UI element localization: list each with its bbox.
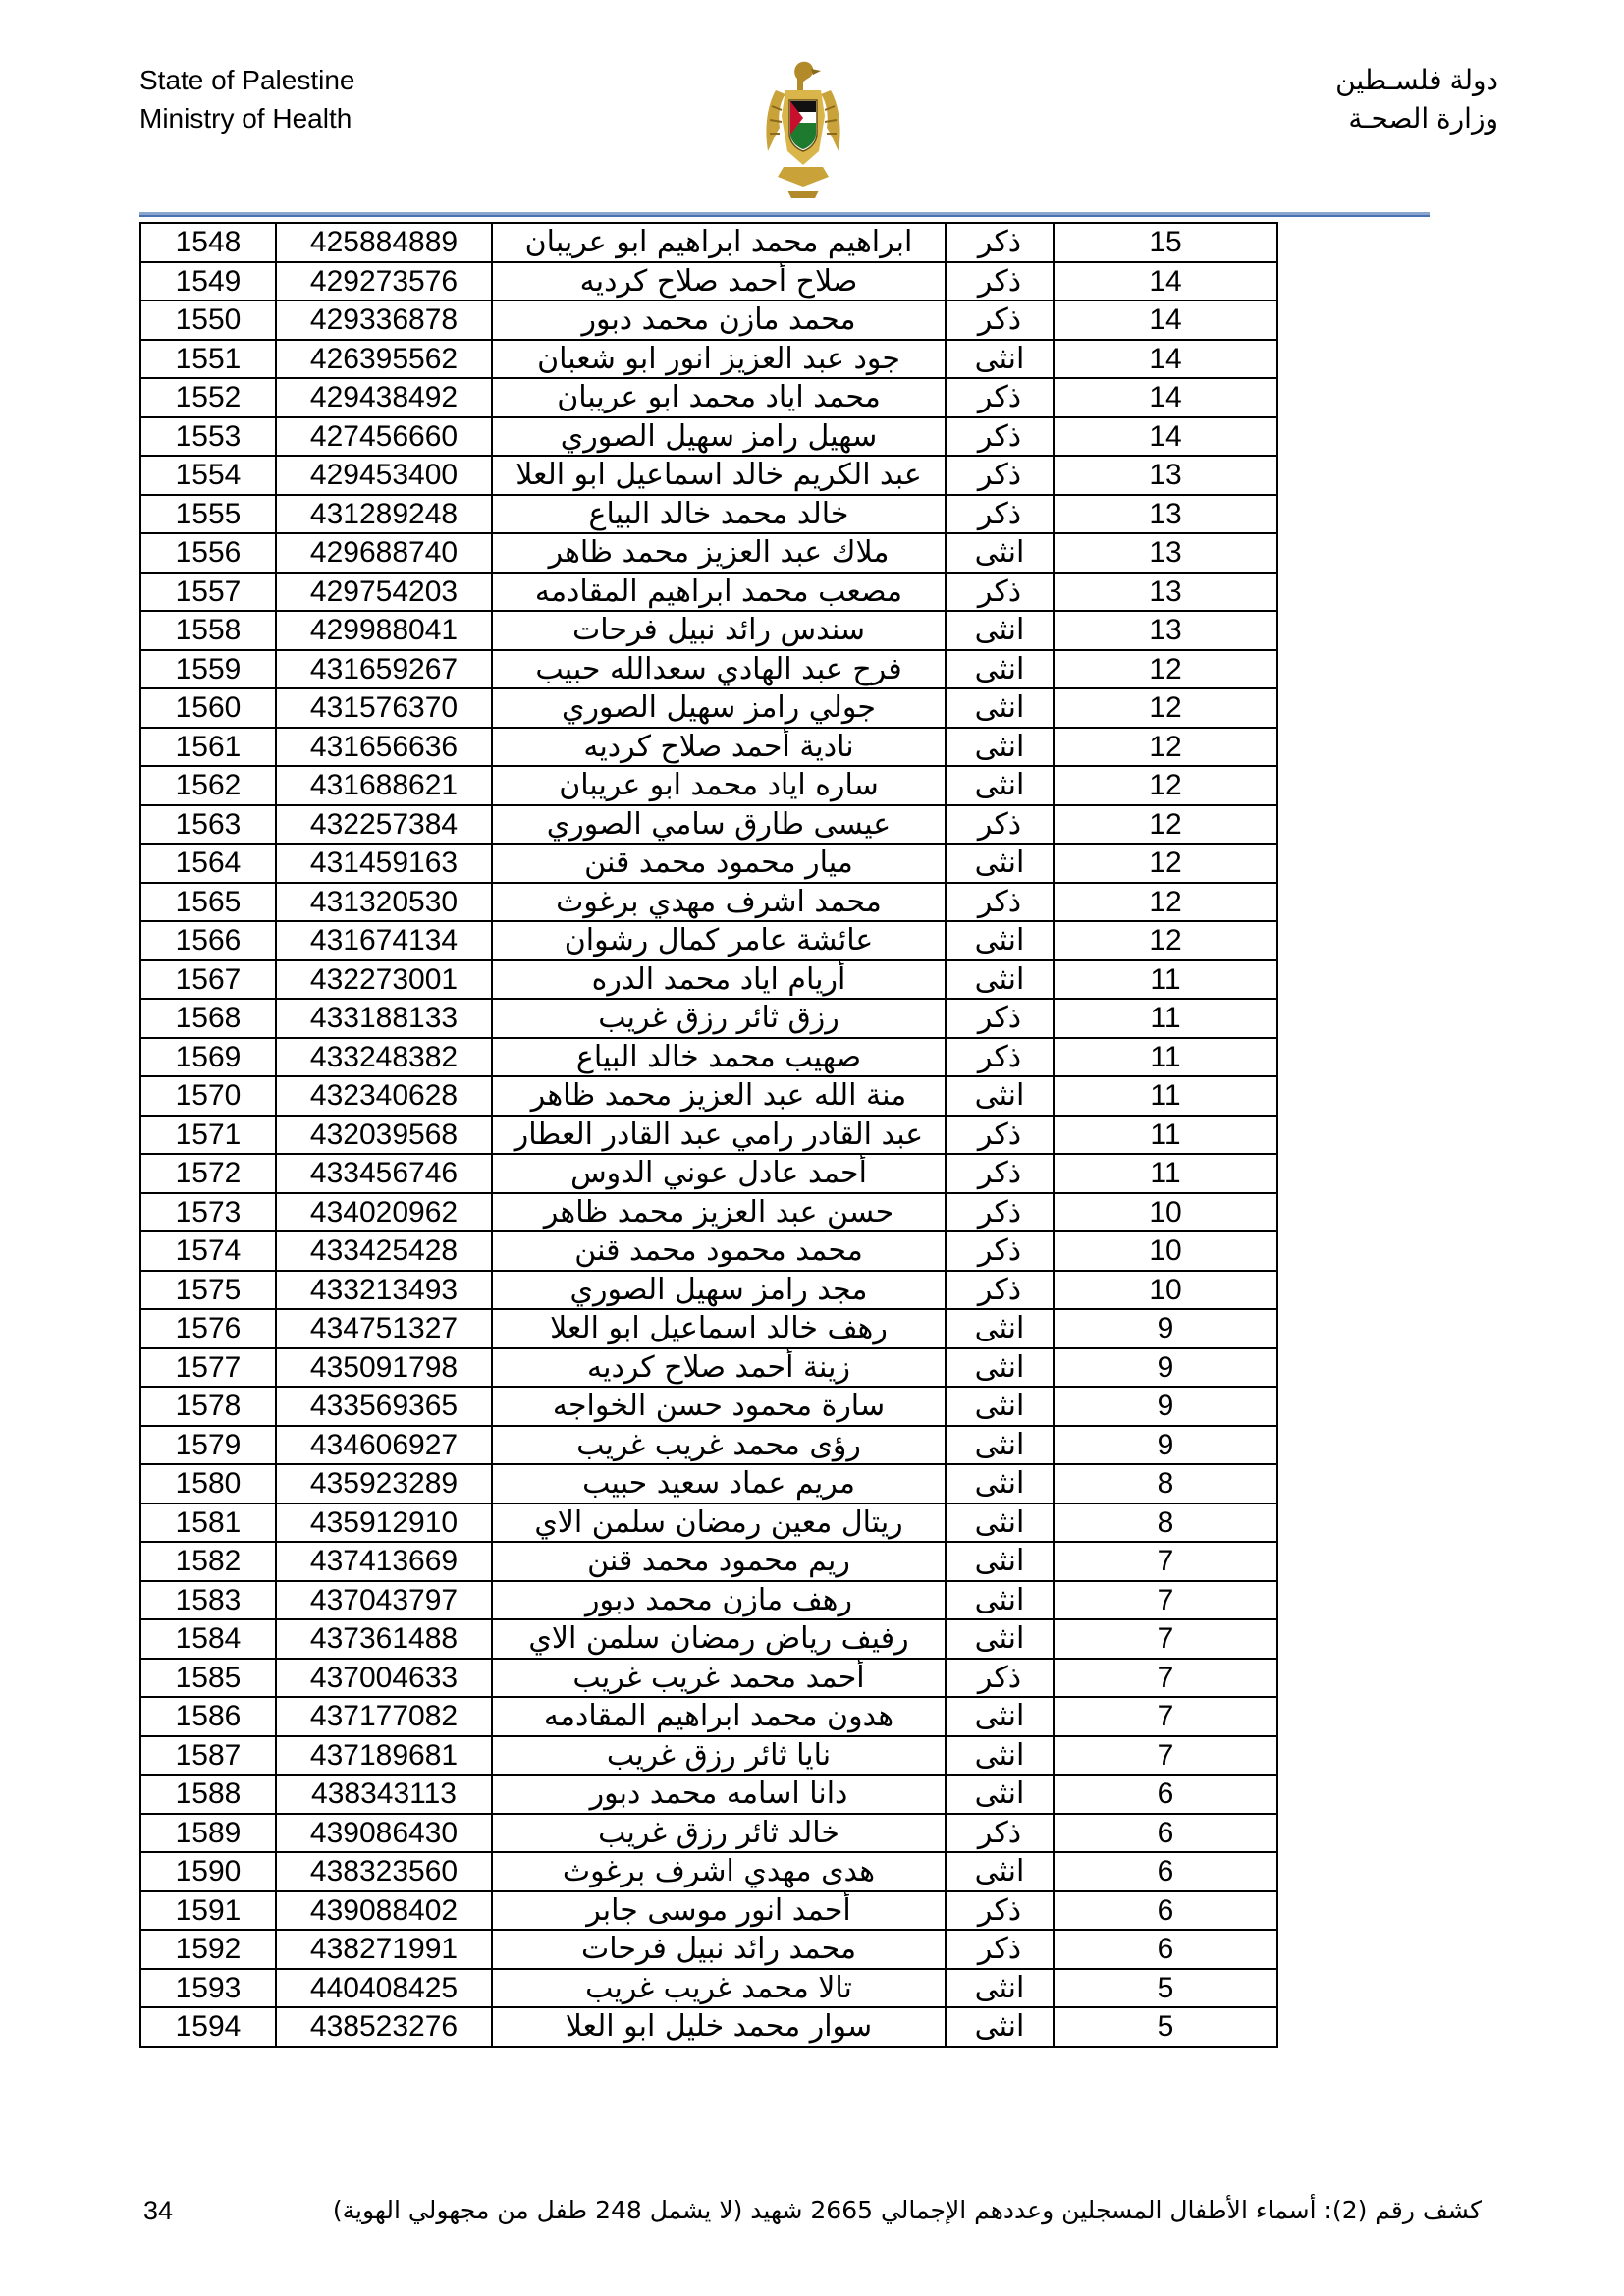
table-row — [140, 573, 1277, 612]
row-number-cell: 1548 — [140, 223, 276, 262]
id-number-cell: 433425428 — [276, 1231, 492, 1271]
child-name-cell: ميار محمود محمد قنن — [492, 844, 946, 883]
age-cell: 14 — [1054, 262, 1277, 301]
id-number-cell: 437361488 — [276, 1619, 492, 1659]
row-number-cell: 1592 — [140, 1930, 276, 1969]
age-cell: 7 — [1054, 1619, 1277, 1659]
age-cell: 6 — [1054, 1814, 1277, 1853]
gender-cell: انثى — [946, 1348, 1054, 1388]
row-number-cell: 1552 — [140, 378, 276, 417]
children-list-table — [139, 222, 1278, 2048]
child-name-cell: سندس رائد نبيل فرحات — [492, 611, 946, 650]
gender-cell: ذكر — [946, 999, 1054, 1038]
row-number-cell: 1555 — [140, 495, 276, 534]
row-number-cell: 1577 — [140, 1348, 276, 1388]
gender-cell: انثى — [946, 844, 1054, 883]
table-row — [140, 1581, 1277, 1620]
gender-cell: انثى — [946, 1969, 1054, 2008]
age-cell: 5 — [1054, 1969, 1277, 2008]
child-name-cell: صهيب محمد خالد البياع — [492, 1038, 946, 1077]
gender-cell: انثى — [946, 766, 1054, 805]
table-row — [140, 378, 1277, 417]
row-number-cell: 1574 — [140, 1231, 276, 1271]
age-cell: 12 — [1054, 805, 1277, 845]
row-number-cell: 1556 — [140, 533, 276, 573]
age-cell: 12 — [1054, 921, 1277, 960]
child-name-cell: محمد اياد محمد ابو عريبان — [492, 378, 946, 417]
age-cell: 14 — [1054, 417, 1277, 457]
age-cell: 12 — [1054, 650, 1277, 689]
id-number-cell: 434606927 — [276, 1426, 492, 1465]
child-name-cell: ملاك عبد العزيز محمد ظاهر — [492, 533, 946, 573]
id-number-cell: 435923289 — [276, 1464, 492, 1503]
age-cell: 6 — [1054, 1775, 1277, 1814]
row-number-cell: 1594 — [140, 2007, 276, 2047]
table-row — [140, 417, 1277, 457]
gender-cell: انثى — [946, 1426, 1054, 1465]
gender-cell: انثى — [946, 1852, 1054, 1891]
row-number-cell: 1571 — [140, 1116, 276, 1155]
gender-cell: ذكر — [946, 495, 1054, 534]
id-number-cell: 437043797 — [276, 1581, 492, 1620]
gender-cell: انثى — [946, 340, 1054, 379]
row-number-cell: 1590 — [140, 1852, 276, 1891]
row-number-cell: 1586 — [140, 1697, 276, 1736]
row-number-cell: 1591 — [140, 1891, 276, 1931]
age-cell: 11 — [1054, 999, 1277, 1038]
age-cell: 12 — [1054, 766, 1277, 805]
age-cell: 12 — [1054, 688, 1277, 728]
table-row — [140, 1503, 1277, 1543]
gender-cell: انثى — [946, 1775, 1054, 1814]
row-number-cell: 1563 — [140, 805, 276, 845]
gender-cell: ذكر — [946, 1154, 1054, 1193]
row-number-cell: 1573 — [140, 1193, 276, 1232]
row-number-cell: 1585 — [140, 1659, 276, 1698]
row-number-cell: 1581 — [140, 1503, 276, 1543]
child-name-cell: محمد رائد نبيل فرحات — [492, 1930, 946, 1969]
row-number-cell: 1550 — [140, 301, 276, 340]
row-number-cell: 1570 — [140, 1076, 276, 1116]
id-number-cell: 429453400 — [276, 456, 492, 495]
gender-cell: ذكر — [946, 1231, 1054, 1271]
child-name-cell: مجد رامز سهيل الصوري — [492, 1271, 946, 1310]
id-number-cell: 429438492 — [276, 378, 492, 417]
table-row — [140, 766, 1277, 805]
child-name-cell: خالد ثائر رزق غريب — [492, 1814, 946, 1853]
child-name-cell: منة الله عبد العزيز محمد ظاهر — [492, 1076, 946, 1116]
table-row — [140, 1038, 1277, 1077]
ministry-name-ar: وزارة الصحـة — [1348, 103, 1498, 134]
child-name-cell: رفيف رياض رمضان سلمن الاي — [492, 1619, 946, 1659]
row-number-cell: 1562 — [140, 766, 276, 805]
child-name-cell: ريم محمود محمد قنن — [492, 1542, 946, 1581]
table-row — [140, 999, 1277, 1038]
gender-cell: ذكر — [946, 223, 1054, 262]
row-number-cell: 1579 — [140, 1426, 276, 1465]
gender-cell: ذكر — [946, 883, 1054, 922]
gender-cell: انثى — [946, 1736, 1054, 1776]
age-cell: 11 — [1054, 960, 1277, 1000]
id-number-cell: 433456746 — [276, 1154, 492, 1193]
child-name-cell: حسن عبد العزيز محمد ظاهر — [492, 1193, 946, 1232]
age-cell: 11 — [1054, 1038, 1277, 1077]
country-name-en: State of Palestine — [139, 65, 355, 95]
gender-cell: ذكر — [946, 378, 1054, 417]
table-row — [140, 728, 1277, 767]
child-name-cell: نايا ثائر رزق غريب — [492, 1736, 946, 1776]
child-name-cell: رزق ثائر رزق غريب — [492, 999, 946, 1038]
header-left — [139, 61, 354, 137]
gender-cell: ذكر — [946, 1659, 1054, 1698]
gender-cell: انثى — [946, 1503, 1054, 1543]
age-cell: 7 — [1054, 1542, 1277, 1581]
row-number-cell: 1583 — [140, 1581, 276, 1620]
table-row — [140, 1426, 1277, 1465]
age-cell: 8 — [1054, 1464, 1277, 1503]
id-number-cell: 433188133 — [276, 999, 492, 1038]
row-number-cell: 1576 — [140, 1309, 276, 1348]
age-cell: 12 — [1054, 883, 1277, 922]
child-name-cell: سارة محمود حسن الخواجه — [492, 1387, 946, 1426]
gender-cell: ذكر — [946, 1116, 1054, 1155]
table-row — [140, 2007, 1277, 2047]
child-name-cell: أحمد انور موسى جابر — [492, 1891, 946, 1931]
child-name-cell: أحمد محمد غريب غريب — [492, 1659, 946, 1698]
child-name-cell: تالا محمد غريب غريب — [492, 1969, 946, 2008]
age-cell: 11 — [1054, 1154, 1277, 1193]
child-name-cell: ساره اياد محمد ابو عريبان — [492, 766, 946, 805]
table-row — [140, 1154, 1277, 1193]
gender-cell: انثى — [946, 728, 1054, 767]
age-cell: 9 — [1054, 1426, 1277, 1465]
table-row — [140, 456, 1277, 495]
id-number-cell: 437177082 — [276, 1697, 492, 1736]
id-number-cell: 434020962 — [276, 1193, 492, 1232]
gender-cell: انثى — [946, 1464, 1054, 1503]
row-number-cell: 1560 — [140, 688, 276, 728]
id-number-cell: 432039568 — [276, 1116, 492, 1155]
age-cell: 9 — [1054, 1387, 1277, 1426]
id-number-cell: 438271991 — [276, 1930, 492, 1969]
header-right — [1335, 61, 1498, 137]
age-cell: 10 — [1054, 1271, 1277, 1310]
table-row — [140, 1775, 1277, 1814]
ministry-name-en: Ministry of Health — [139, 103, 352, 134]
age-cell: 10 — [1054, 1193, 1277, 1232]
age-cell: 11 — [1054, 1116, 1277, 1155]
row-number-cell: 1559 — [140, 650, 276, 689]
table-row — [140, 533, 1277, 573]
row-number-cell: 1575 — [140, 1271, 276, 1310]
gender-cell: انثى — [946, 533, 1054, 573]
age-cell: 6 — [1054, 1852, 1277, 1891]
table-row — [140, 1619, 1277, 1659]
id-number-cell: 431289248 — [276, 495, 492, 534]
child-name-cell: رهف مازن محمد دبور — [492, 1581, 946, 1620]
table-row — [140, 611, 1277, 650]
child-name-cell: مصعب محمد ابراهيم المقادمه — [492, 573, 946, 612]
child-name-cell: محمد مازن محمد دبور — [492, 301, 946, 340]
age-cell: 9 — [1054, 1309, 1277, 1348]
row-number-cell: 1566 — [140, 921, 276, 960]
table-row — [140, 1309, 1277, 1348]
gender-cell: انثى — [946, 1542, 1054, 1581]
gender-cell: ذكر — [946, 805, 1054, 845]
row-number-cell: 1587 — [140, 1736, 276, 1776]
row-number-cell: 1554 — [140, 456, 276, 495]
gender-cell: ذكر — [946, 1891, 1054, 1931]
table-row — [140, 1116, 1277, 1155]
age-cell: 13 — [1054, 533, 1277, 573]
child-name-cell: محمد اشرف مهدي برغوث — [492, 883, 946, 922]
gender-cell: انثى — [946, 650, 1054, 689]
id-number-cell: 437004633 — [276, 1659, 492, 1698]
gender-cell: انثى — [946, 1076, 1054, 1116]
age-cell: 9 — [1054, 1348, 1277, 1388]
id-number-cell: 438523276 — [276, 2007, 492, 2047]
row-number-cell: 1568 — [140, 999, 276, 1038]
table-row — [140, 1076, 1277, 1116]
table-row — [140, 1891, 1277, 1931]
age-cell: 15 — [1054, 223, 1277, 262]
age-cell: 7 — [1054, 1581, 1277, 1620]
child-name-cell: عائشة عامر كمال رشوان — [492, 921, 946, 960]
row-number-cell: 1588 — [140, 1775, 276, 1814]
id-number-cell: 435912910 — [276, 1503, 492, 1543]
gender-cell: ذكر — [946, 1930, 1054, 1969]
id-number-cell: 440408425 — [276, 1969, 492, 2008]
table-row — [140, 1231, 1277, 1271]
id-number-cell: 431674134 — [276, 921, 492, 960]
gender-cell: انثى — [946, 688, 1054, 728]
age-cell: 13 — [1054, 456, 1277, 495]
gender-cell: انثى — [946, 1387, 1054, 1426]
table-row — [140, 1542, 1277, 1581]
age-cell: 10 — [1054, 1231, 1277, 1271]
gender-cell: ذكر — [946, 573, 1054, 612]
row-number-cell: 1578 — [140, 1387, 276, 1426]
table-row — [140, 223, 1277, 262]
row-number-cell: 1572 — [140, 1154, 276, 1193]
gender-cell: انثى — [946, 921, 1054, 960]
age-cell: 13 — [1054, 611, 1277, 650]
child-name-cell: جولي رامز سهيل الصوري — [492, 688, 946, 728]
id-number-cell: 433213493 — [276, 1271, 492, 1310]
child-name-cell: سهيل رامز سهيل الصوري — [492, 417, 946, 457]
child-name-cell: نادية أحمد صلاح كرديه — [492, 728, 946, 767]
child-name-cell: زينة أحمد صلاح كرديه — [492, 1348, 946, 1388]
country-name-ar: دولة فلسـطين — [1335, 65, 1498, 95]
id-number-cell: 432257384 — [276, 805, 492, 845]
child-name-cell: جود عبد العزيز انور ابو شعبان — [492, 340, 946, 379]
gender-cell: ذكر — [946, 456, 1054, 495]
child-name-cell: عبد الكريم خالد اسماعيل ابو العلا — [492, 456, 946, 495]
row-number-cell: 1565 — [140, 883, 276, 922]
header-divider-line — [139, 215, 1430, 217]
age-cell: 8 — [1054, 1503, 1277, 1543]
age-cell: 7 — [1054, 1697, 1277, 1736]
table-row — [140, 495, 1277, 534]
table-row — [140, 688, 1277, 728]
row-number-cell: 1580 — [140, 1464, 276, 1503]
table-row — [140, 301, 1277, 340]
id-number-cell: 431659267 — [276, 650, 492, 689]
gender-cell: ذكر — [946, 417, 1054, 457]
gender-cell: انثى — [946, 1309, 1054, 1348]
child-name-cell: عبد القادر رامي عبد القادر العطار — [492, 1116, 946, 1155]
child-name-cell: ريتال معين رمضان سلمن الاي — [492, 1503, 946, 1543]
age-cell: 14 — [1054, 340, 1277, 379]
table-row — [140, 1193, 1277, 1232]
age-cell: 7 — [1054, 1659, 1277, 1698]
gender-cell: انثى — [946, 960, 1054, 1000]
age-cell: 14 — [1054, 301, 1277, 340]
table-row — [140, 1697, 1277, 1736]
row-number-cell: 1569 — [140, 1038, 276, 1077]
id-number-cell: 431688621 — [276, 766, 492, 805]
row-number-cell: 1561 — [140, 728, 276, 767]
row-number-cell: 1582 — [140, 1542, 276, 1581]
id-number-cell: 437189681 — [276, 1736, 492, 1776]
gender-cell: انثى — [946, 2007, 1054, 2047]
child-name-cell: أريام اياد محمد الدره — [492, 960, 946, 1000]
gender-cell: ذكر — [946, 1814, 1054, 1853]
child-name-cell: أحمد عادل عوني الدوس — [492, 1154, 946, 1193]
age-cell: 13 — [1054, 573, 1277, 612]
gender-cell: ذكر — [946, 1193, 1054, 1232]
row-number-cell: 1551 — [140, 340, 276, 379]
child-name-cell: صلاح أحمد صلاح كرديه — [492, 262, 946, 301]
table-row — [140, 805, 1277, 845]
row-number-cell: 1593 — [140, 1969, 276, 2008]
age-cell: 5 — [1054, 2007, 1277, 2047]
gender-cell: انثى — [946, 1619, 1054, 1659]
table-row — [140, 1930, 1277, 1969]
child-name-cell: عيسى طارق سامي الصوري — [492, 805, 946, 845]
gender-cell: ذكر — [946, 262, 1054, 301]
table-row — [140, 960, 1277, 1000]
id-number-cell: 425884889 — [276, 223, 492, 262]
child-name-cell: محمد محمود محمد قنن — [492, 1231, 946, 1271]
id-number-cell: 432340628 — [276, 1076, 492, 1116]
gender-cell: ذكر — [946, 1271, 1054, 1310]
id-number-cell: 439086430 — [276, 1814, 492, 1853]
table-row — [140, 1387, 1277, 1426]
row-number-cell: 1584 — [140, 1619, 276, 1659]
id-number-cell: 426395562 — [276, 340, 492, 379]
id-number-cell: 431459163 — [276, 844, 492, 883]
child-name-cell: فرح عبد الهادي سعدالله حبيب — [492, 650, 946, 689]
id-number-cell: 439088402 — [276, 1891, 492, 1931]
id-number-cell: 431656636 — [276, 728, 492, 767]
table-row — [140, 844, 1277, 883]
age-cell: 13 — [1054, 495, 1277, 534]
table-row — [140, 1736, 1277, 1776]
child-name-cell: دانا اسامه محمد دبور — [492, 1775, 946, 1814]
row-number-cell: 1567 — [140, 960, 276, 1000]
palestine-eagle-emblem-icon — [754, 57, 852, 204]
age-cell: 12 — [1054, 728, 1277, 767]
row-number-cell: 1589 — [140, 1814, 276, 1853]
table-row — [140, 1659, 1277, 1698]
table-row — [140, 883, 1277, 922]
page-number: 34 — [143, 2196, 174, 2225]
id-number-cell: 429273576 — [276, 262, 492, 301]
id-number-cell: 431576370 — [276, 688, 492, 728]
table-row — [140, 1814, 1277, 1853]
footer-note: كشف رقم (2): أسماء الأطفال المسجلين وعددهم الإجمالي 2665 شهيد (لا يشمل 248 طفل من مجهولي الهوية) — [332, 2196, 1482, 2224]
id-number-cell: 432273001 — [276, 960, 492, 1000]
table-row — [140, 921, 1277, 960]
id-number-cell: 435091798 — [276, 1348, 492, 1388]
id-number-cell: 434751327 — [276, 1309, 492, 1348]
gender-cell: ذكر — [946, 1038, 1054, 1077]
gender-cell: انثى — [946, 1697, 1054, 1736]
gender-cell: انثى — [946, 1581, 1054, 1620]
age-cell: 6 — [1054, 1891, 1277, 1931]
table-row — [140, 1969, 1277, 2008]
table-row — [140, 1464, 1277, 1503]
age-cell: 12 — [1054, 844, 1277, 883]
row-number-cell: 1557 — [140, 573, 276, 612]
id-number-cell: 427456660 — [276, 417, 492, 457]
age-cell: 7 — [1054, 1736, 1277, 1776]
table-row — [140, 650, 1277, 689]
id-number-cell: 429688740 — [276, 533, 492, 573]
table-body — [140, 223, 1277, 2047]
row-number-cell: 1553 — [140, 417, 276, 457]
row-number-cell: 1558 — [140, 611, 276, 650]
child-name-cell: هدون محمد ابراهيم المقادمه — [492, 1697, 946, 1736]
child-name-cell: هدى مهدي اشرف برغوث — [492, 1852, 946, 1891]
child-name-cell: مريم عماد سعيد حبيب — [492, 1464, 946, 1503]
gender-cell: انثى — [946, 611, 1054, 650]
table-row — [140, 1348, 1277, 1388]
child-name-cell: رؤى محمد غريب غريب — [492, 1426, 946, 1465]
age-cell: 14 — [1054, 378, 1277, 417]
child-name-cell: سوار محمد خليل ابو العلا — [492, 2007, 946, 2047]
row-number-cell: 1549 — [140, 262, 276, 301]
table-row — [140, 1852, 1277, 1891]
table-row — [140, 1271, 1277, 1310]
row-number-cell: 1564 — [140, 844, 276, 883]
id-number-cell: 437413669 — [276, 1542, 492, 1581]
child-name-cell: رهف خالد اسماعيل ابو العلا — [492, 1309, 946, 1348]
id-number-cell: 431320530 — [276, 883, 492, 922]
id-number-cell: 429336878 — [276, 301, 492, 340]
id-number-cell: 438323560 — [276, 1852, 492, 1891]
child-name-cell: ابراهيم محمد ابراهيم ابو عريبان — [492, 223, 946, 262]
table-row — [140, 262, 1277, 301]
id-number-cell: 433569365 — [276, 1387, 492, 1426]
age-cell: 11 — [1054, 1076, 1277, 1116]
id-number-cell: 429754203 — [276, 573, 492, 612]
id-number-cell: 438343113 — [276, 1775, 492, 1814]
gender-cell: ذكر — [946, 301, 1054, 340]
table-row — [140, 340, 1277, 379]
age-cell: 6 — [1054, 1930, 1277, 1969]
id-number-cell: 433248382 — [276, 1038, 492, 1077]
id-number-cell: 429988041 — [276, 611, 492, 650]
child-name-cell: خالد محمد خالد البياع — [492, 495, 946, 534]
